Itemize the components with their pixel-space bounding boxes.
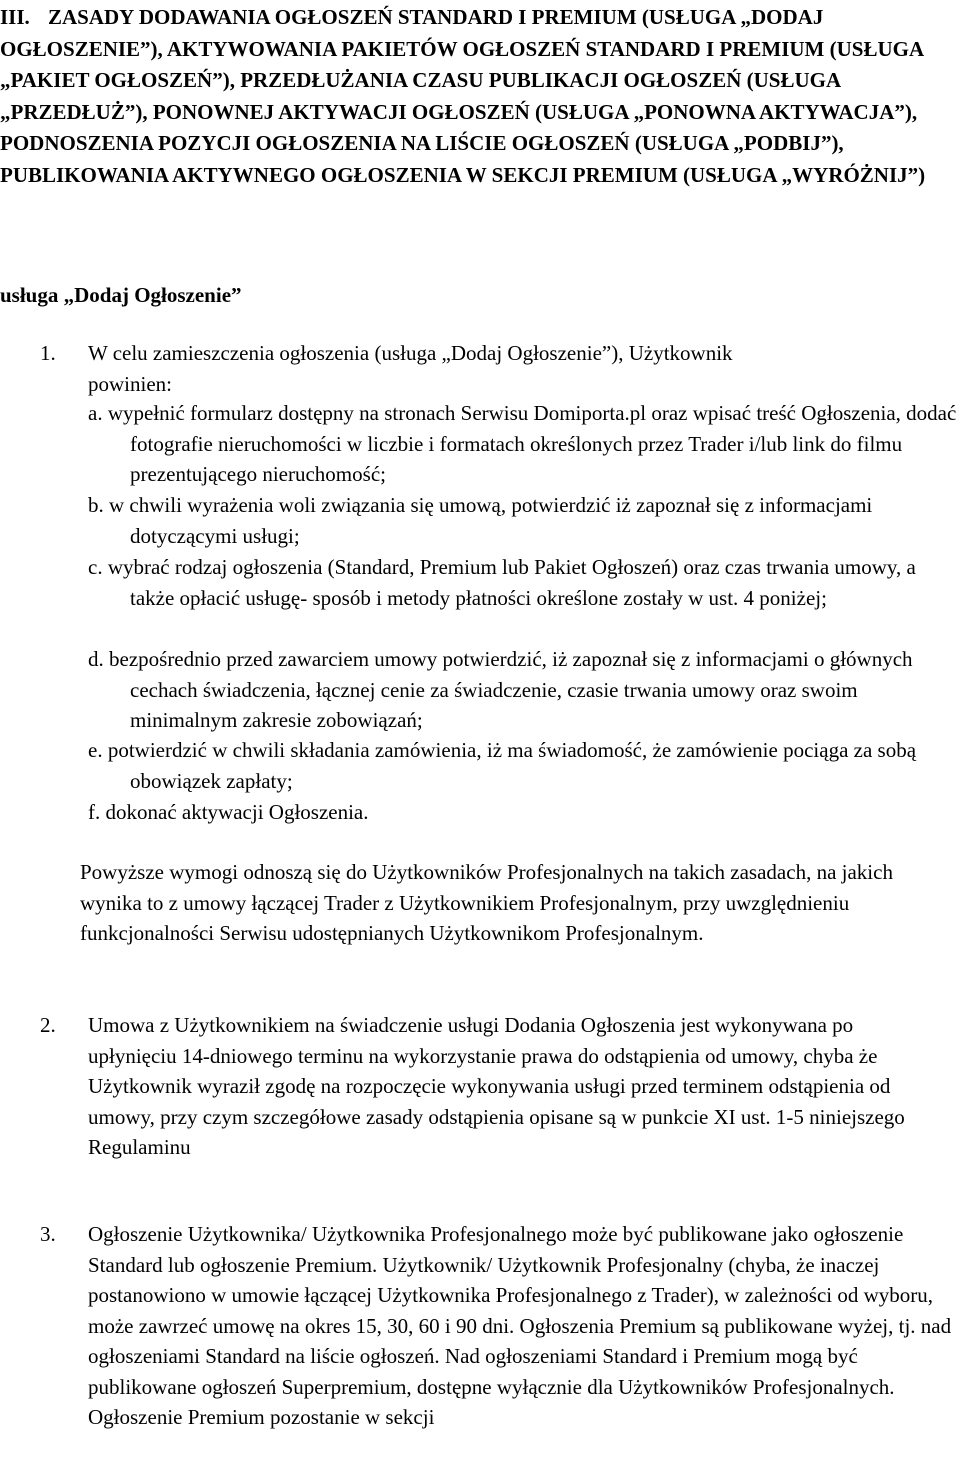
list-marker: f. xyxy=(88,800,101,824)
list-text: w chwili wyrażenia woli związania się umową, potwierdzić iż zapoznał się z informacjami dotyczącymi usługi; xyxy=(109,493,873,548)
item-text-line1: W celu zamieszczenia ogłoszenia (usługa „Dodaj Ogłoszenie”), Użytkownik xyxy=(88,341,733,365)
list-item-b xyxy=(88,490,958,551)
numbered-item-2 xyxy=(40,1010,958,1200)
list-item-a xyxy=(88,398,958,490)
list-text: wybrać rodzaj ogłoszenia (Standard, Premium lub Pakiet Ogłoszeń) oraz czas trwania umowy, a także opłacić usługę- sposób i metody płatności określone zostały w ust. 4 poniżej; xyxy=(107,555,916,610)
list-text: wypełnić formularz dostępny na stronach Serwisu Domiporta.pl oraz wpisać treść Ogłoszenia, dodać fotografie nieruchomości w liczbie i formatach określonych przez Trader i/lub link do filmu prezentującego nieruchomość; xyxy=(107,401,957,486)
list-text: bezpośrednio przed zawarciem umowy potwierdzić, iż zapoznał się z informacjami o głównych cechach świadczenia, łącznej cenie za świadczenie, czasie trwania umowy oraz swoim minimalnym zakresie zobowiązań; xyxy=(109,647,913,732)
list-marker: d. xyxy=(88,647,104,671)
professional-users-note: Powyższe wymogi odnoszą się do Użytkowników Profesjonalnych na takich zasadach, na jakich wynika to z umowy łączącej Trader z Użytkownikiem Profesjonalnym, przy uwzględnieniu funkcjonalności Serwisu udostępnianych Użytkownikom Profesjonalnym. xyxy=(80,860,893,945)
list-marker: b. xyxy=(88,493,104,517)
section-heading xyxy=(0,2,955,191)
item-number: 2. xyxy=(40,1013,56,1037)
list-text: dokonać aktywacji Ogłoszenia. xyxy=(105,800,369,824)
list-item-e xyxy=(88,735,958,796)
item-text: Umowa z Użytkownikiem na świadczenie usługi Dodania Ogłoszenia jest wykonywana po upłynięciu 14-dniowego terminu na wykorzystanie prawa do odstąpienia od umowy, chyba że Użytkownik wyraził zgodę na rozpoczęcie wykonywania usługi przed terminem odstąpienia od umowy, przy czym szczegółowe zasady odstąpienia opisane są w punkcie XI ust. 1-5 niniejszego Regulaminu xyxy=(88,1013,905,1159)
list-marker: c. xyxy=(88,555,103,579)
list-marker: a. xyxy=(88,401,103,425)
numbered-item-1 xyxy=(40,338,958,400)
list-marker: e. xyxy=(88,738,103,762)
section-title: ZASADY DODAWANIA OGŁOSZEŃ STANDARD I PREMIUM (USŁUGA „DODAJ OGŁOSZENIE”), AKTYWOWANIA PAKIETÓW OGŁOSZEŃ STANDARD I PREMIUM (USŁUGA „PAKIET OGŁOSZEŃ”), PRZEDŁUŻANIA CZASU PUBLIKACJI OGŁOSZEŃ (USŁUGA „PRZEDŁUŻ”), PONOWNEJ AKTYWACJI OGŁOSZEŃ (USŁUGA „PONOWNA AKTYWACJA”), PODNOSZENIA POZYCJI OGŁOSZENIA NA LIŚCIE OGŁOSZEŃ (USŁUGA „PODBIJ”), PUBLIKOWANIA AKTYWNEGO OGŁOSZENIA W SEKCJI PREMIUM (USŁUGA „WYRÓŻNIJ”) xyxy=(0,5,926,187)
list-text: potwierdzić w chwili składania zamówienia, iż ma świadomość, że zamówienie pociąga za sobą obowiązek zapłaty; xyxy=(107,738,917,793)
item-number: 3. xyxy=(40,1222,56,1246)
numbered-item-3 xyxy=(40,1219,958,1465)
list-item-d xyxy=(88,644,958,736)
list-item-c xyxy=(88,552,958,613)
item-text: Ogłoszenie Użytkownika/ Użytkownika Profesjonalnego może być publikowane jako ogłoszenie Standard lub ogłoszenie Premium. Użytkownik/ Użytkownik Profesjonalny (chyba, że inaczej postanowiono w umowie łączącej Użytkownika Profesjonalnego z Trader), w zależności od wyboru, może zawrzeć umowę na okres 15, 30, 60 i 90 dni. Ogłoszenia Premium są publikowane wyżej, tj. nad ogłoszeniami Standard na liście ogłoszeń. Nad ogłoszeniami Standard i Premium mogą być publikowane ogłoszeń Superpremium, dostępne wyłącznie dla Użytkowników Profesjonalnych. Ogłoszenie Premium pozostanie w sekcji xyxy=(88,1222,952,1429)
list-item-f xyxy=(88,797,958,828)
service-subheading: usługa „Dodaj Ogłoszenie” xyxy=(0,283,242,307)
section-number: III. xyxy=(0,5,30,29)
item-number: 1. xyxy=(40,341,56,365)
item-text-line2: powinien: xyxy=(88,371,172,396)
